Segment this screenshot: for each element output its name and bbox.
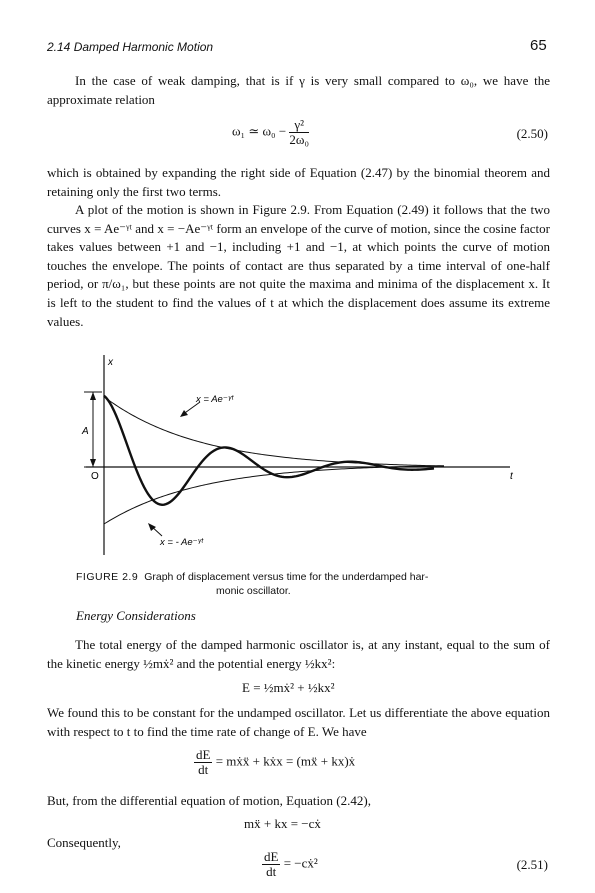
equation-dE-dt-denominator: dt	[198, 762, 209, 777]
paragraph-weak-damping: In the case of weak damping, that is if γ is very small compared to ω₀, we have the approximate relation	[47, 73, 550, 107]
paragraph-consequently: Consequently,	[47, 835, 121, 850]
equation-dE-dt-fraction	[194, 748, 212, 777]
amplitude-label: A	[82, 426, 89, 437]
x-axis-label: x	[108, 357, 113, 368]
equation-number-2-50: (2.50)	[516, 126, 548, 141]
equation-energy: E = ½mẋ² + ½kx²	[242, 680, 335, 695]
origin-label: O	[91, 471, 99, 482]
equation-2-51-denominator: dt	[266, 864, 277, 879]
equation-dE-dt-rhs: = mẋẍ + kẋx = (mẍ + kx)ẋ	[215, 753, 356, 769]
figure-caption	[76, 570, 546, 598]
amplitude-arrow-down	[90, 459, 96, 467]
amplitude-arrow-up	[90, 392, 96, 400]
equation-number-2-51: (2.51)	[516, 857, 548, 872]
displacement-curve	[104, 396, 434, 505]
equation-2-50-fraction	[289, 118, 309, 147]
equation-2-50-denominator: 2ω₀	[289, 132, 309, 147]
equation-2-50-lhs: ω₁ ≃ ω₀ −	[232, 123, 287, 139]
equation-motion: mẍ + kx = −cẋ	[244, 816, 321, 831]
equation-2-51-fraction	[262, 850, 280, 879]
paragraph-differential-equation: But, from the differential equation of motion, Equation (2.42),	[47, 793, 371, 808]
section-heading: Energy Considerations	[76, 608, 196, 623]
upper-envelope-label: x = Ae⁻ᵞᵗ	[196, 394, 234, 405]
equation-2-51-numerator: dE	[264, 849, 279, 864]
equation-dE-dt-numerator: dE	[196, 747, 211, 762]
lower-envelope-label: x = - Ae⁻ᵞᵗ	[160, 537, 204, 548]
equation-dE-dt	[194, 748, 355, 777]
figure-caption-line2: monic oscillator.	[216, 585, 291, 597]
figure-caption-label: FIGURE 2.9	[76, 571, 139, 583]
figure-2-9-graph	[80, 355, 540, 565]
paragraph-total-energy: The total energy of the damped harmonic oscillator is, at any instant, equal to the sum of the kinetic energy ½mẋ² and the potential energy ½kx²:	[47, 637, 550, 671]
paragraph-differentiate: We found this to be constant for the undamped oscillator. Let us differentiate the above equation with respect to t to find the time rate of change of E. We have	[47, 705, 550, 739]
running-header-title: 2.14 Damped Harmonic Motion	[47, 40, 214, 54]
equation-2-50	[232, 118, 309, 147]
equation-2-51-rhs: = −cẋ²	[283, 855, 318, 871]
figure-caption-line1: Graph of displacement versus time for the underdamped har-	[144, 571, 429, 583]
t-axis-label: t	[510, 471, 513, 482]
upper-envelope-curve	[104, 397, 444, 466]
paragraph-plot-description: A plot of the motion is shown in Figure 2.9. From Equation (2.49) it follows that the two curves x = Ae⁻ᵞᵗ and x = −Ae⁻ᵞᵗ form an envelope of the curve of motion, since the cosine factor takes values between +1 and −1, including +1 and −1, at which points the curve of motion touches the envelope. The points of contact are thus separated by a time interval of one-half period, or π/ω₁, but these points are not quite the maxima and minima of the displacement x. It is left to the student to find the values of t at which the displacement does assume its extreme values.	[47, 202, 550, 329]
paragraph-expansion: which is obtained by expanding the right side of Equation (2.47) by the binomial theorem and retaining only the first two terms.	[47, 165, 550, 199]
page-number: 65	[530, 37, 547, 54]
equation-2-51	[262, 850, 318, 879]
equation-2-50-numerator: γ²	[289, 118, 309, 133]
